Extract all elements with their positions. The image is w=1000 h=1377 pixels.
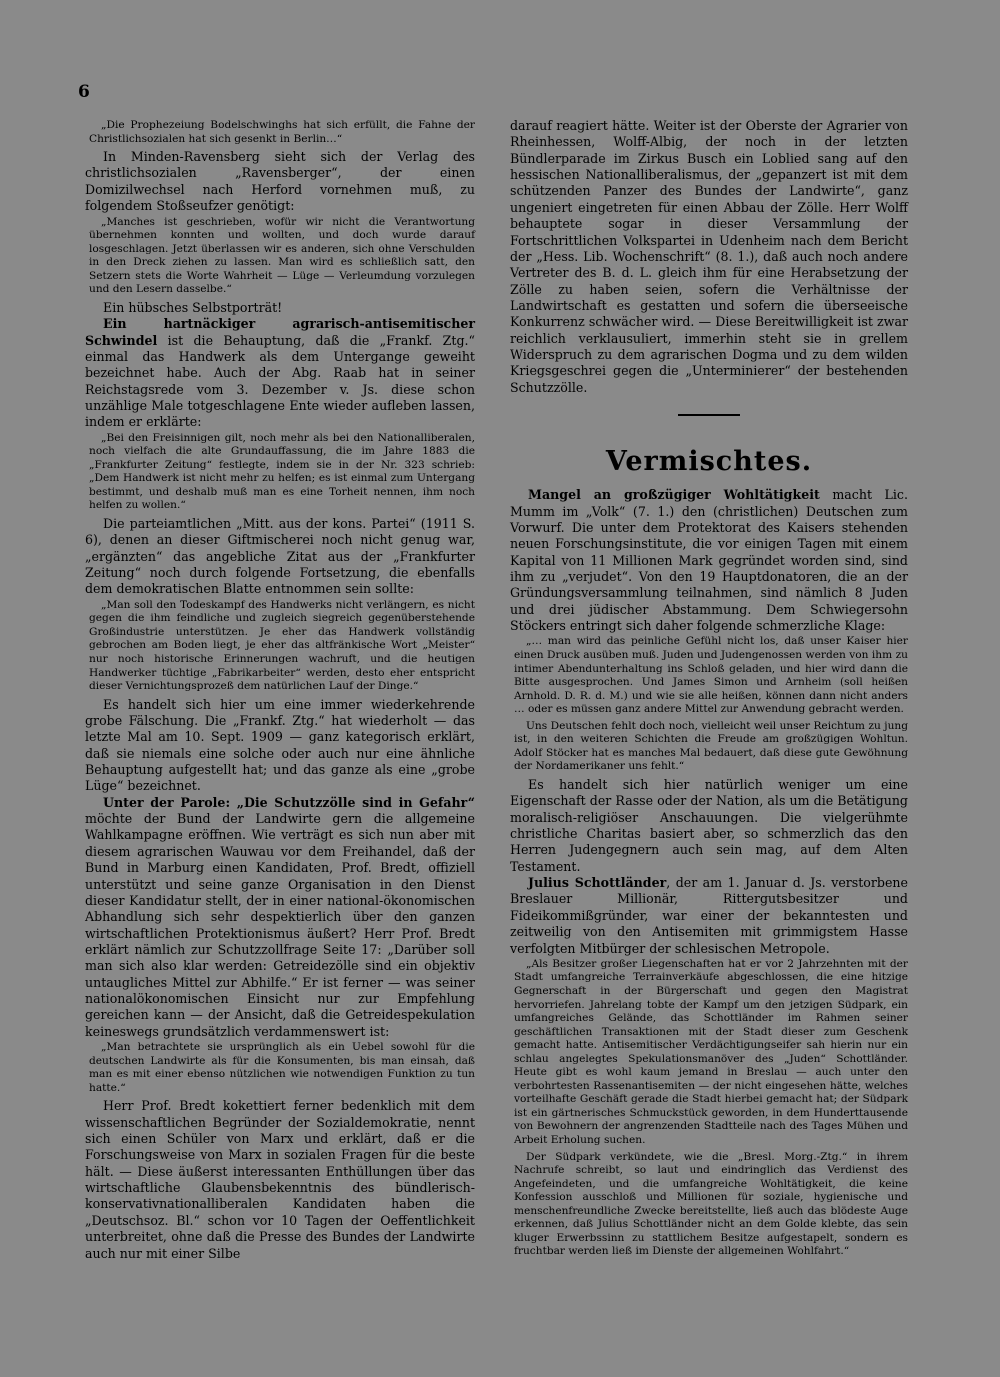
section-title: Vermischtes.	[605, 446, 813, 478]
article-text: In Minden-Ravensberg sieht sich der Verlag des christlichsozialen „Ravensberger“, der einen Domizilwechsel nach Herford vornehmen muß, zu folgendem Stoßseufzer genötigt:	[85, 149, 475, 214]
article-text: Der Südpark verkündete, wie die „Bresl. Morg.-Ztg.“ in ihrem Nachrufe schreibt, so laut und eindringlich das Verdienst des Angefeindeten, und die umfangreiche Wohltätigkeit, die keine Konfession ausschloß und Millionen für soziale, hygienische und menschenfreundliche Zwecke bereitstellte, ließ auch das blödeste Auge erkennen, daß Julius Schottländer nicht an dem Golde klebte, das sein kluger Erwerbssinn zu stattlichem Besitze aufgestapelt, sondern es fruchtbar werden ließ im Dienste der allgemeinen Wohlfahrt.“	[514, 1150, 908, 1258]
article-text: darauf reagiert hätte. Weiter ist der Oberste der Agrarier von Rheinhessen, Wolff-Albig, der noch in der letzten Bündlerparade im Zirkus Busch ein Loblied sang auf den hessischen Nationalliberalismus, der „gepanzert ist mit dem schützenden Panzer des Bundes der Landwirte“, ganz ungeniert eingetreten für einen Abbau der Zölle. Herr Wolff behauptete sogar in dieser Versammlung der Fortschrittlichen Volkspartei in Udenheim nach dem Bericht der „Hess. Lib. Wochenschrift“ (8. 1.), daß auch noch andere Vertreter des B. d. L. gleich ihm für eine Herabsetzung der Zölle zu haben seien, sofern die Verhältnisse der Landwirtschaft es gestatten und sofern die überseeische Konkurrenz schwächer wird. — Diese Bereitwilligkeit ist zwar reichlich verklausuliert, immerhin steht sie in grellem Widerspruch zu dem agrarischen Dogma und zu dem wilden Kriegsgeschrei gegen die „Unterminierer“ der bestehenden Schutzzölle.	[510, 118, 908, 395]
article-text: , der am 1. Januar d. Js. verstorbene Breslauer Millionär, Rittergutsbesitzer und Fideikommißgründer, war einer der bekanntesten und zeitweilig von den Antisemiten mit grimmigstem Hasse verfolgten Mitbürger der schlesischen Metropole.	[510, 875, 908, 956]
article-text: „… man wird das peinliche Gefühl nicht los, daß unser Kaiser hier einen Druck ausüben muß. Juden und Judengenossen werden von ihm zu intimer Abendunterhaltung ins Schloß geladen, und hier wird dann die Bitte ausgesprochen. Und James Simon und Arnheim (soll heißen Arnhold. D. R. d. M.) und wie sie alle heißen, können dann nicht anders … oder es müssen ganz andere Mittel zur Anwendung gebracht werden.	[514, 635, 908, 716]
article-paragraph	[510, 875, 908, 957]
quoted-passage	[85, 599, 475, 694]
article-text: ist die Behauptung, daß die „Frankf. Ztg.“ einmal das Handwerk als dem Untergange geweiht bezeichnet habe. Auch der Abg. Raab hat in seiner Reichstagsrede vom 3. Dezember v. Js. diese schon unzählige Male totgeschlagene Ente wieder aufleben lassen, indem er erklärte:	[85, 332, 475, 430]
quoted-passage	[85, 119, 475, 146]
right-column-top	[510, 118, 908, 396]
article-text: „Die Prophezeiung Bodelschwinghs hat sich erfüllt, die Fahne der Christlichsozialen hat sich gesenkt in Berlin…“	[89, 119, 475, 145]
article-paragraph-continued	[510, 118, 908, 396]
article-text: Uns Deutschen fehlt doch noch, vielleicht weil unser Reichtum zu jung ist, in den weiteren Schichten die Freude am großzügigen Wohltun. Adolf Stöcker hat es manches Mal bedauert, daß diese gute Gewöhnung der Nordamerikaner uns fehlt.“	[514, 719, 908, 773]
article-text: Es handelt sich hier um eine immer wiederkehrende grobe Fälschung. Die „Frankf. Ztg.“ hat wiederholt — das letzte Mal am 10. Sept. 1909 — ganz kategorisch erklärt, daß sie niemals eine solche oder auch nur eine ähnliche Behauptung aufgestellt hat; und das ganze als eine „grobe Lüge“ bezeichnet.	[85, 696, 475, 794]
left-column	[85, 118, 475, 1262]
article-text: „Man soll den Todeskampf des Handwerks nicht verlängern, es nicht gegen die ihm feindliche und zugleich siegreich gegenüberstehende Großindustrie unterstützen. Je eher das Handwerk vollständig gebrochen am Boden liegt, je eher das altfränkische Wort „Meister“ nur noch historische Erinnerungen wachruft, und die heutigen Handwerker tüchtige „Fabrikarbeiter“ werden, desto eher entspricht dieser Vernichtungsprozeß dem natürlichen Lauf der Dinge.“	[89, 598, 475, 693]
article-paragraph	[85, 300, 475, 316]
quoted-passage	[85, 432, 475, 513]
article-paragraph	[85, 697, 475, 795]
quoted-passage	[510, 1151, 908, 1259]
article-lead: Ein hartnäckiger agrarisch-antisemitischer Schwindel	[85, 316, 475, 348]
quoted-passage	[510, 635, 908, 716]
article-lead: Julius Schottländer	[528, 875, 667, 891]
article-paragraph	[85, 316, 475, 431]
article-paragraph	[510, 487, 908, 634]
article-text: macht Lic. Mumm im „Volk“ (7. 1.) den (christlichen) Deutschen zum Vorwurf. Die unter dem Protektorat des Kaisers stehenden neuen Forschungsinstitute, die vor einigen Tagen mit einem Kapital von 11 Millionen Mark gegründet worden sind, sind ihm zu „verjudet“. Von den 19 Hauptdonatoren, die an der Gründungsversammlung teilnahmen, sind nämlich 8 Juden und drei jüdischer Abstammung. Dem Schwiegersohn Stöckers entringt sich daher folgende schmerzliche Klage:	[510, 487, 908, 634]
quoted-passage	[85, 216, 475, 297]
page-number: 6	[78, 82, 90, 102]
right-column-bottom	[510, 487, 908, 1259]
article-paragraph	[85, 149, 475, 214]
article-text: „Bei den Freisinnigen gilt, noch mehr als bei den Nationalliberalen, noch vielfach die alte Grundauffassung, die im Jahre 1883 die „Frankfurter Zeitung“ festlegte, indem sie in der Nr. 323 schrieb: „Dem Handwerk ist nicht mehr zu helfen; es ist einmal zum Untergang bestimmt, und deshalb muß man es eine Torheit nennen, ihm noch helfen zu wollen.“	[89, 431, 475, 512]
article-text: „Als Besitzer großer Liegenschaften hat er vor 2 Jahrzehnten mit der Stadt umfangreiche Terrainverkäufe abgeschlossen, die eine hitzige Gegnerschaft in der Bürgerschaft und gegen den Magistrat hervorriefen. Jahrelang tobte der Kampf um den jetzigen Südpark, ein umfangreiches Gelände, das Schottländer im Rahmen seiner geschäftlichen Transaktionen mit der Stadt dieser zum Geschenk gemacht hatte. Antisemitischer Verdächtigungseifer sah hierin nur ein schlau angelegtes Spekulationsmanöver des „Juden“ Schottländer. Heute gibt es wohl kaum jemand in Breslau — auch unter den verbohrtesten Rassenantisemiten — der nicht eingesehen hätte, welches vorteilhafte Geschäft gerade die Stadt hierbei gemacht hat; der Südpark ist ein gärtnerisches Schmuckstück geworden, in dem Hunderttausende von Bewohnern der angrenzenden Stadtteile nach des Tages Mühen und Arbeit Erholung suchen.	[514, 957, 908, 1146]
article-text: „Man betrachtete sie ursprünglich als ein Uebel sowohl für die deutschen Landwirte als für die Konsumenten, bis man einsah, daß man es mit einer ebenso nützlichen wie notwendigen Funktion zu tun hatte.“	[89, 1041, 475, 1094]
section-divider	[678, 414, 740, 416]
article-text: Die parteiamtlichen „Mitt. aus der kons. Partei“ (1911 S. 6), denen an dieser Giftmischerei noch nicht genug war, „ergänzten“ das angebliche Zitat aus der „Frankfurter Zeitung“ noch durch folgende Fortsetzung, die ebenfalls dem demokratischen Blatte entnommen sein sollte:	[85, 515, 475, 597]
article-text: Ein hübsches Selbstporträt!	[103, 299, 283, 315]
article-paragraph	[85, 795, 475, 1040]
article-text: möchte der Bund der Landwirte gern die allgemeine Wahlkampagne eröffnen. Wie verträgt es sich nun aber mit diesem agrarischen Wauwau vor dem Freihandel, daß der Bund in Marburg einen Kandidaten, Prof. Bredt, offiziell unterstützt und seine ganze Organisation in den Dienst dieser Kandidatur stellt, der in einer national-ökonomischen Abhandlung sich sehr despektierlich über den ganzen wirtschaftlichen Protektionismus äußert? Herr Prof. Bredt erklärt nämlich zur Schutzzollfrage Seite 17: „Darüber soll man sich also klar werden: Getreidezölle sind ein objektiv untaugliches Mittel zur Abhilfe.“ Er ist ferner — was seiner nationalökonomischen Einsicht nur zur Empfehlung gereichen kann — der Ansicht, daß die Getreidespekulation keineswegs grundsätzlich verdammenswert ist:	[85, 811, 475, 1039]
quoted-passage	[510, 958, 908, 1148]
right-column	[510, 118, 908, 1262]
article-paragraph	[510, 777, 908, 875]
quoted-passage	[85, 1041, 475, 1095]
quoted-passage	[510, 720, 908, 774]
article-text: Herr Prof. Bredt kokettiert ferner bedenklich mit dem wissenschaftlichen Begründer der Sozialdemokratie, nennt sich einen Schüler von Marx und erklärt, daß er die Forschungsweise von Marx in sozialen Fragen für die beste hält. — Diese äußerst interessanten Enthüllungen über das wirtschaftliche Glaubensbekenntnis des bündlerisch-konservativnationalliberalen Kandidaten haben die „Deutschsoz. Bl.“ schon vor 10 Tagen der Oeffentlichkeit unterbreitet, ohne daß die Presse des Bundes der Landwirte auch nur mit einer Silbe	[85, 1098, 475, 1261]
article-paragraph	[85, 516, 475, 598]
article-text: Es handelt sich hier natürlich weniger um eine Eigenschaft der Rasse oder der Nation, als um die Betätigung moralisch-religiöser Anschauungen. Die vielgerühmte christliche Charitas basiert aber, so schmerzlich das den Herren Judengegnern auch sein mag, auf dem Alten Testament.	[510, 776, 908, 874]
article-paragraph	[85, 1098, 475, 1262]
article-text: „Manches ist geschrieben, wofür wir nicht die Verantwortung übernehmen konnten und wollten, und doch wurde darauf losgeschlagen. Jetzt überlassen wir es anderen, sich ohne Verschulden in den Dreck ziehen zu lassen. Man wird es schließlich satt, den Setzern stets die Worte Wahrheit — Lüge — Verleumdung vorzulegen und den Lesern dasselbe.“	[89, 215, 475, 296]
article-lead: Mangel an großzügiger Wohltätigkeit	[528, 487, 820, 503]
article-lead: Unter der Parole: „Die Schutzzölle sind in Gefahr“	[103, 794, 475, 810]
